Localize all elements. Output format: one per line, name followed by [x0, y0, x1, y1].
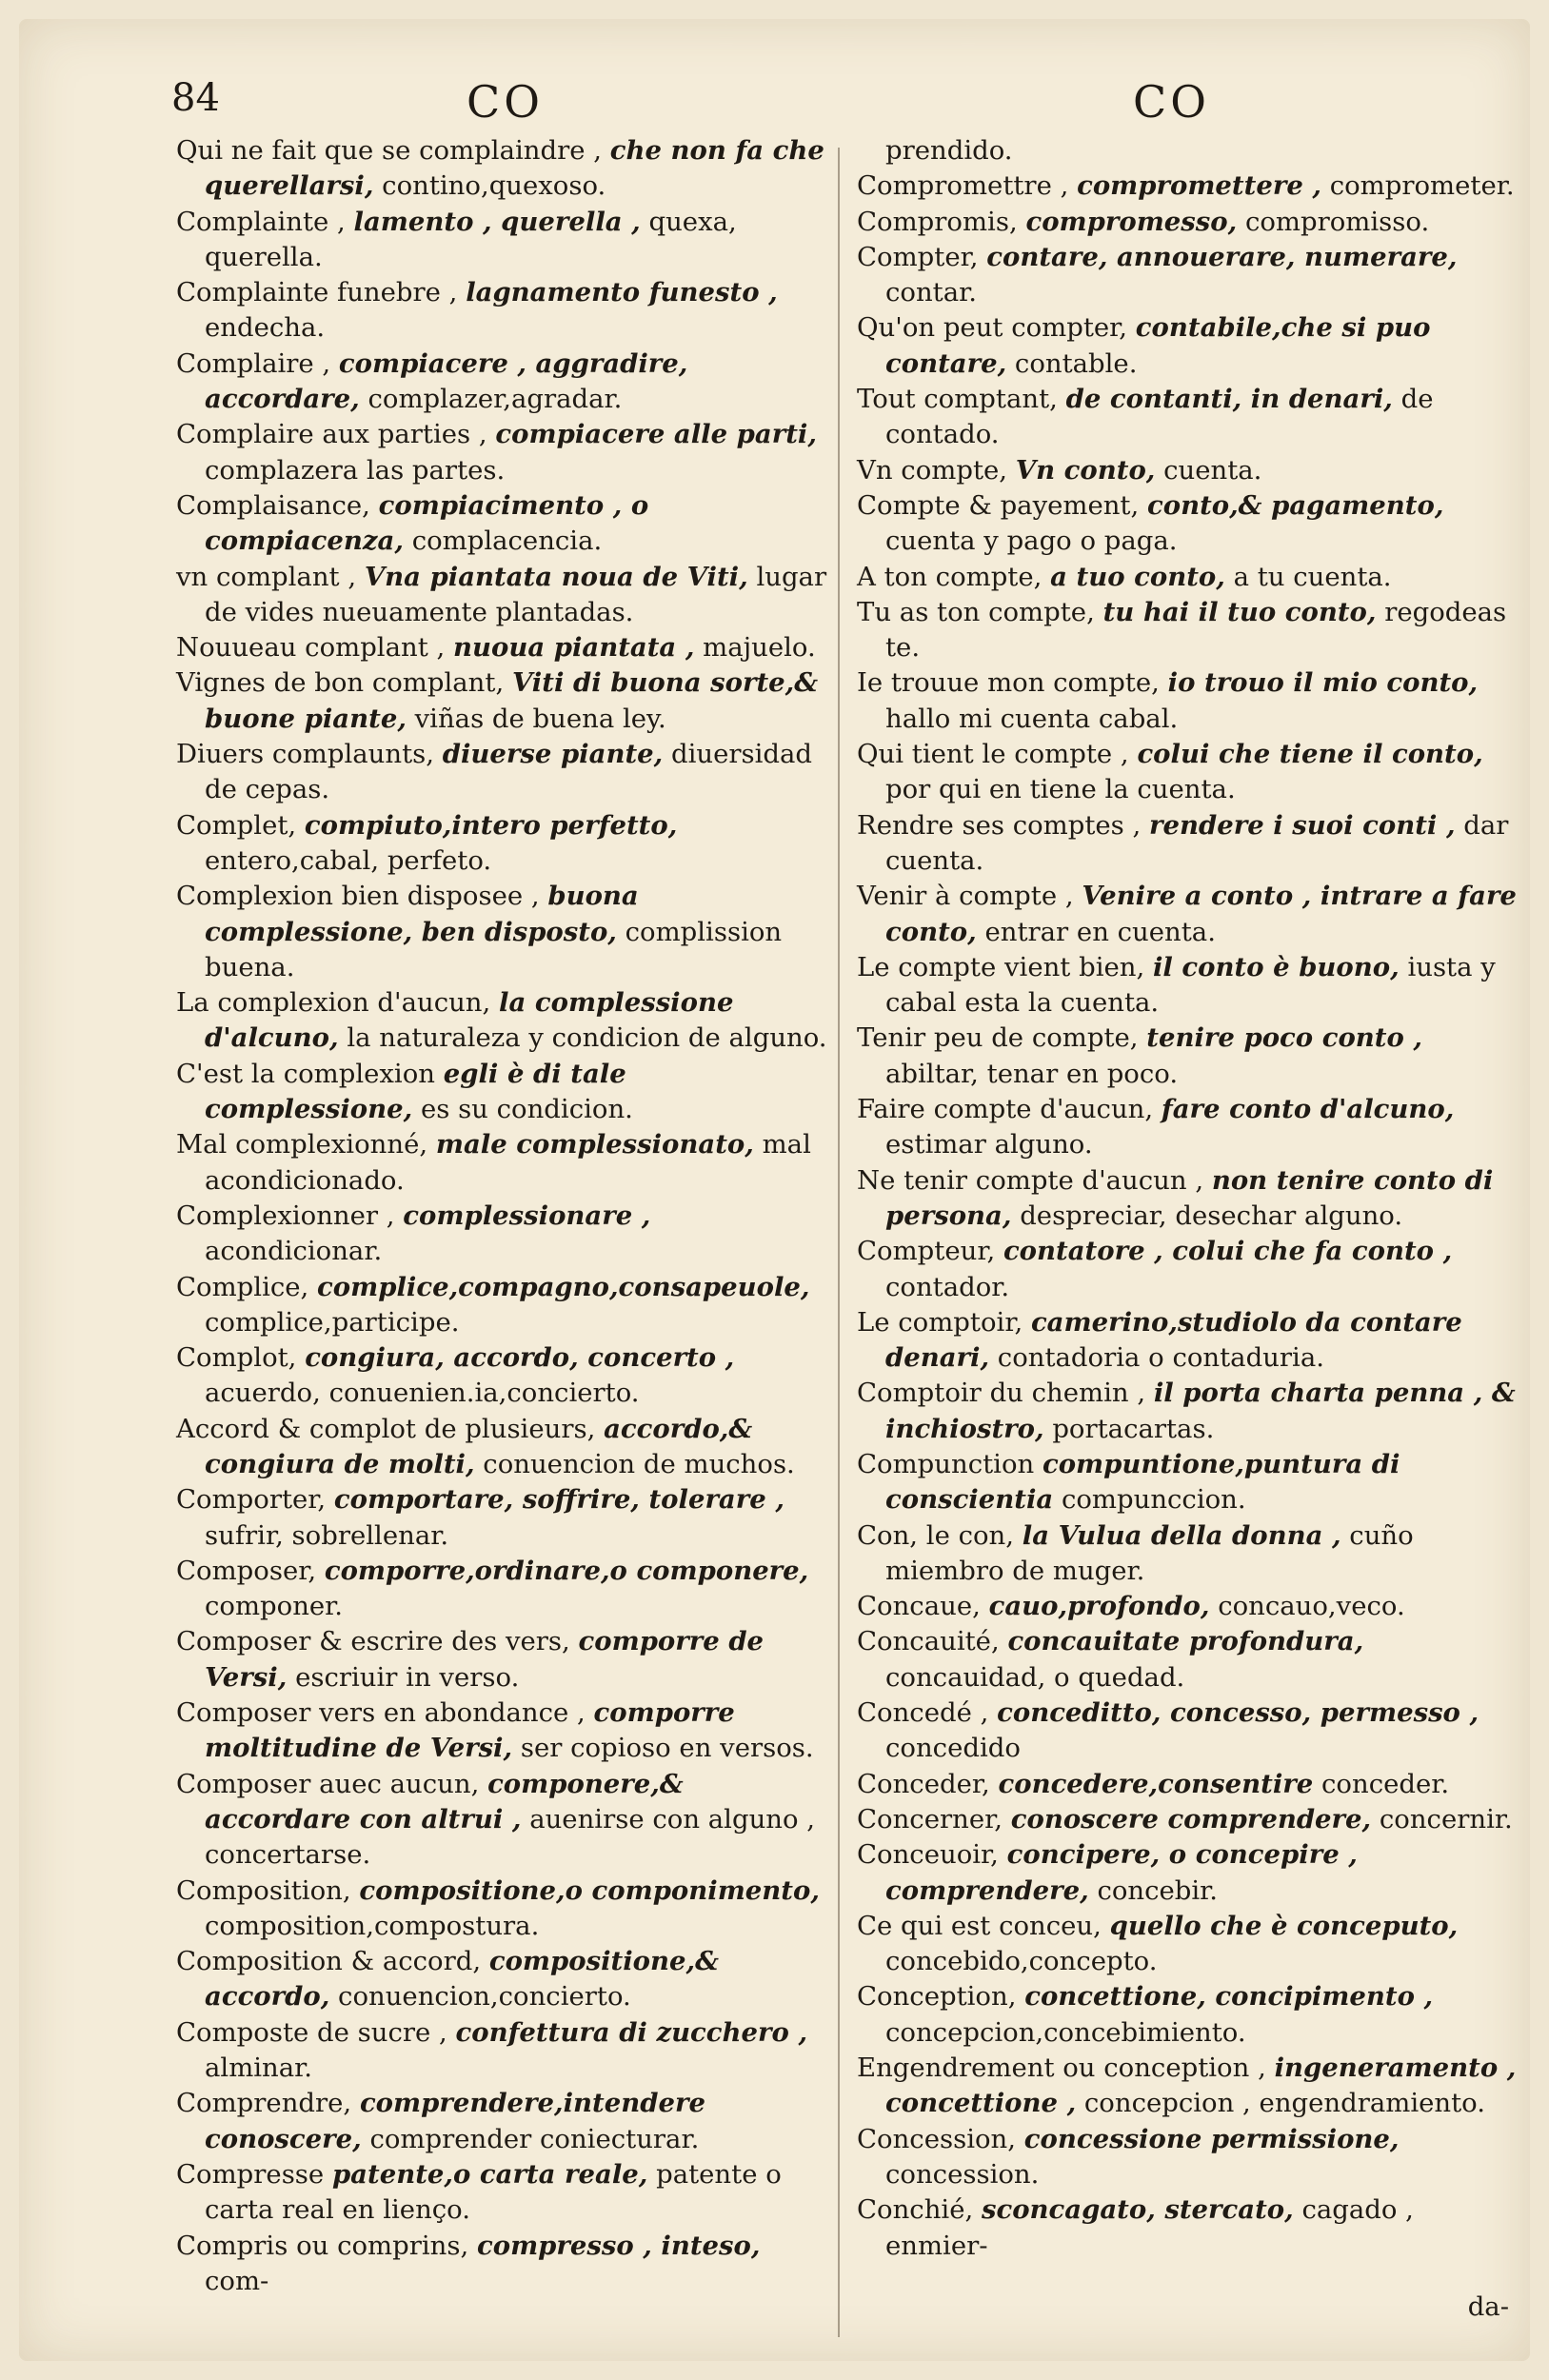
french-headword: Composer vers en abondance ,	[176, 1697, 586, 1729]
page-number: 84	[171, 76, 220, 120]
italian-translation: compiacere alle parti,	[495, 419, 817, 450]
right-column	[857, 133, 1519, 2351]
spanish-translation: portacartas.	[1052, 1413, 1215, 1444]
dictionary-entry	[176, 1340, 828, 1412]
spanish-translation: complission buena.	[205, 916, 783, 982]
spanish-translation: majuelo.	[703, 632, 816, 664]
french-headword: Complice,	[176, 1271, 309, 1302]
spanish-translation: endecha.	[205, 312, 326, 344]
dictionary-entry	[176, 347, 828, 418]
italian-translation: Venire a conto , intrare a fare conto,	[885, 881, 1517, 947]
italian-translation: lamento , querella ,	[353, 206, 641, 237]
french-headword: Tenir peu de compte,	[857, 1022, 1139, 1054]
italian-translation: conto,& pagamento,	[1146, 489, 1444, 521]
italian-translation: diuerse piante,	[442, 739, 664, 770]
french-headword: Engendrement ou conception ,	[857, 2053, 1266, 2084]
french-headword: Nouueau complant ,	[176, 632, 446, 664]
spanish-translation: escriuir in verso.	[295, 1661, 520, 1693]
french-headword: Concedé ,	[857, 1697, 989, 1729]
italian-translation: compromettere ,	[1077, 170, 1321, 202]
spanish-translation: cagado , enmier-	[885, 2194, 1414, 2261]
french-headword: Comporter,	[176, 1484, 327, 1516]
italian-translation: compresso , inteso,	[476, 2230, 761, 2261]
italian-translation: nuoua piantata ,	[453, 632, 695, 664]
italian-translation: conceditto, concesso, permesso ,	[997, 1697, 1479, 1729]
italian-translation: patente,o carta reale,	[331, 2158, 648, 2190]
french-headword: Le compte vient bien,	[857, 951, 1145, 982]
running-head-right: CO	[1133, 76, 1210, 128]
spanish-translation: comprender coniecturar.	[369, 2123, 700, 2154]
spanish-translation: complazer,agradar.	[367, 384, 623, 415]
italian-translation: componere,& accordare con altrui ,	[205, 1768, 684, 1835]
spanish-translation: a tu cuenta.	[1233, 561, 1392, 592]
italian-translation: il conto è buono,	[1152, 951, 1400, 982]
spanish-translation: compromisso.	[1244, 206, 1430, 237]
french-headword: Conceder,	[857, 1768, 990, 1799]
french-headword: Compresse	[176, 2158, 325, 2190]
spanish-translation: concebido,concepto.	[885, 1946, 1158, 1977]
spanish-translation: composition,compostura.	[205, 1910, 540, 1941]
dictionary-entry	[176, 1624, 828, 1696]
french-headword: Composition & accord,	[176, 1946, 482, 1977]
italian-translation: complice,compagno,consapeuole,	[317, 1271, 810, 1302]
french-headword: Conception,	[857, 1981, 1017, 2013]
spanish-translation: concepcion , engendramiento.	[1083, 2088, 1485, 2119]
dictionary-entry	[176, 665, 828, 737]
italian-translation: tenire poco conto ,	[1146, 1022, 1422, 1054]
french-headword: Con, le con,	[857, 1519, 1015, 1551]
french-headword: Vn compte,	[857, 454, 1008, 486]
spanish-translation: conuencion,concierto.	[338, 1981, 631, 2013]
italian-translation: tu hai il tuo conto,	[1102, 596, 1377, 627]
spanish-translation: componer.	[205, 1591, 344, 1622]
dictionary-entry	[857, 1802, 1519, 1837]
spanish-translation: por qui en tiene la cuenta.	[885, 774, 1236, 805]
french-headword: Tu as ton compte,	[857, 596, 1095, 627]
dictionary-entry	[176, 205, 828, 276]
spanish-translation: alminar.	[205, 2053, 313, 2084]
french-headword: La complexion d'aucun,	[176, 987, 491, 1019]
spanish-translation: diuersidad de cepas.	[205, 739, 813, 805]
dictionary-entry	[857, 1163, 1519, 1235]
spanish-translation: conceder.	[1321, 1768, 1450, 1799]
spanish-translation: mal acondicionado.	[205, 1129, 811, 1196]
dictionary-entry	[857, 665, 1519, 737]
dictionary-entry	[857, 1021, 1519, 1092]
french-headword: Rendre ses comptes ,	[857, 809, 1142, 841]
dictionary-entry	[176, 275, 828, 347]
french-headword: Ce qui est conceu,	[857, 1910, 1102, 1941]
spanish-translation: contino,quexoso.	[382, 170, 606, 202]
dictionary-entry	[857, 1518, 1519, 1590]
dictionary-entry	[176, 808, 828, 880]
italian-translation: camerino,studiolo da contare denari,	[885, 1306, 1462, 1374]
spanish-translation: es su condicion.	[420, 1094, 633, 1125]
french-headword: Qu'on peut compter,	[857, 312, 1128, 344]
dictionary-entry	[857, 310, 1519, 382]
dictionary-entry	[857, 133, 1519, 169]
french-headword: Composition,	[176, 1874, 351, 1906]
italian-translation: concauitate profondura,	[1007, 1626, 1364, 1657]
catchword: da-	[1467, 2291, 1509, 2323]
dictionary-entry	[857, 595, 1519, 666]
french-headword: Compunction	[857, 1448, 1035, 1479]
dictionary-page	[19, 19, 1530, 2361]
french-headword: Mal complexionné,	[176, 1129, 428, 1160]
french-headword: Compteur,	[857, 1236, 996, 1267]
spanish-translation: acuerdo, conuenien.ia,concierto.	[205, 1378, 640, 1409]
dictionary-entry	[857, 1305, 1519, 1377]
spanish-translation: cuño miembro de muger.	[885, 1519, 1414, 1586]
dictionary-entry	[176, 737, 828, 808]
french-headword: Tout comptant,	[857, 384, 1058, 415]
dictionary-entry	[857, 488, 1519, 560]
french-headword: Complaire ,	[176, 347, 331, 379]
french-headword: Complexion bien disposee ,	[176, 881, 540, 912]
italian-translation: cauo,profondo,	[988, 1591, 1210, 1622]
french-headword: Faire compte d'aucun,	[857, 1094, 1154, 1125]
italian-translation: contatore , colui che fa conto ,	[1003, 1236, 1453, 1267]
french-headword: Complainte funebre ,	[176, 277, 458, 308]
italian-translation: sconcagato, stercato,	[981, 2194, 1294, 2226]
dictionary-entry	[176, 2086, 828, 2157]
spanish-translation: contadoria o contaduria.	[997, 1342, 1324, 1374]
spanish-translation: la naturaleza y condicion de alguno.	[347, 1022, 827, 1054]
italian-translation: compiuto,intero perfetto,	[304, 809, 678, 841]
italian-translation: compuntione,puntura di conscientia	[885, 1448, 1400, 1516]
italian-translation: contare, annouerare, numerare,	[986, 241, 1458, 272]
spanish-translation: contar.	[885, 277, 977, 308]
italian-translation: congiura, accordo, concerto ,	[305, 1342, 735, 1374]
french-headword: Compte & payement,	[857, 489, 1140, 521]
spanish-translation: hallo mi cuenta cabal.	[885, 703, 1179, 734]
french-headword: Concauité,	[857, 1626, 1000, 1657]
italian-translation: confettura di zucchero ,	[455, 2016, 808, 2048]
spanish-translation: dar cuenta.	[885, 809, 1509, 876]
italian-translation: complessionare ,	[403, 1200, 651, 1231]
dictionary-entry	[857, 1447, 1519, 1518]
italian-translation: compiacere , aggradire, accordare,	[205, 347, 688, 415]
italian-translation: il porta charta penna , & inchiostro,	[885, 1378, 1516, 1444]
italian-translation: Vn conto,	[1015, 454, 1156, 486]
french-headword: Composer & escrire des vers,	[176, 1626, 570, 1657]
italian-translation: egli è di tale complessione,	[205, 1058, 626, 1125]
italian-translation: contabile,che si puo contare,	[885, 312, 1431, 379]
french-headword: Composer auec aucun,	[176, 1768, 480, 1799]
spanish-translation: com-	[205, 2265, 269, 2296]
spanish-translation: concauo,veco.	[1218, 1591, 1405, 1622]
spanish-translation: acondicionar.	[205, 1236, 383, 1267]
dictionary-entry	[857, 560, 1519, 595]
dictionary-entry	[176, 1874, 828, 1945]
dictionary-entry	[176, 630, 828, 665]
spanish-translation: ser copioso en versos.	[520, 1733, 814, 1764]
dictionary-entry	[857, 737, 1519, 808]
italian-translation: Viti di buona sorte,& buone piante,	[205, 667, 819, 734]
italian-translation: lagnamento funesto ,	[466, 277, 778, 308]
dictionary-entry	[857, 1837, 1519, 1909]
french-headword: A ton compte,	[857, 561, 1043, 592]
dictionary-entry	[176, 1270, 828, 1341]
french-headword: Complainte ,	[176, 206, 346, 237]
french-headword: Comprendre,	[176, 2088, 352, 2119]
dictionary-entry	[176, 1412, 828, 1483]
french-headword: C'est la complexion	[176, 1058, 435, 1089]
italian-translation: compositione,& accordo,	[205, 1946, 719, 2013]
dictionary-entry	[857, 1696, 1519, 1767]
italian-translation: Vna piantata noua de Viti,	[364, 561, 748, 592]
french-headword: Comptoir du chemin ,	[857, 1378, 1146, 1409]
spanish-translation: de contado.	[885, 384, 1434, 450]
italian-translation: compiacimento , o compiacenza,	[205, 489, 649, 557]
left-column	[176, 133, 828, 2299]
italian-translation: conoscere comprendere,	[1010, 1803, 1372, 1835]
spanish-translation: concepcion,concebimiento.	[885, 2016, 1246, 2048]
spanish-translation: compunccion.	[1061, 1484, 1246, 1516]
dictionary-entry	[857, 1624, 1519, 1696]
spanish-translation: quexa, querella.	[205, 206, 737, 272]
dictionary-entry	[176, 1127, 828, 1199]
italian-translation: male complessionato,	[435, 1129, 754, 1160]
dictionary-entry	[176, 560, 828, 631]
spanish-translation: entero,cabal, perfeto.	[205, 844, 492, 876]
spanish-translation: despreciar, desechar alguno.	[1020, 1200, 1403, 1231]
french-headword: Vignes de bon complant,	[176, 667, 505, 699]
spanish-translation: patente o carta real en lienço.	[205, 2158, 782, 2226]
dictionary-entry	[857, 1979, 1519, 2051]
italian-translation: rendere i suoi conti ,	[1149, 809, 1456, 841]
spanish-translation: concebir.	[1097, 1874, 1219, 1906]
french-headword: Complaisance,	[176, 489, 370, 521]
dictionary-entry	[857, 169, 1519, 204]
spanish-translation: estimar alguno.	[885, 1129, 1093, 1160]
french-headword: Le comptoir,	[857, 1306, 1023, 1338]
italian-translation: compromesso,	[1025, 206, 1238, 237]
spanish-translation: complacencia.	[411, 526, 603, 557]
dictionary-entry	[857, 808, 1519, 880]
italian-translation: concettione, concipimento ,	[1024, 1981, 1434, 2013]
italian-translation: accordo,& congiura de molti,	[205, 1413, 753, 1479]
italian-translation: comporre moltitudine de Versi,	[205, 1697, 735, 1764]
dictionary-entry	[176, 1944, 828, 2015]
dictionary-entry	[176, 985, 828, 1057]
dictionary-entry	[857, 1909, 1519, 1980]
spanish-translation: contador.	[885, 1271, 1010, 1302]
spanish-translation: complice,participe.	[205, 1306, 460, 1338]
french-headword: Qui ne fait que se complaindre ,	[176, 135, 602, 166]
italian-translation: quello che è conceputo,	[1109, 1910, 1459, 1941]
french-headword: Composer,	[176, 1555, 317, 1586]
spanish-translation: iusta y cabal esta la cuenta.	[885, 951, 1496, 1019]
italian-translation: comporre,ordinare,o componere,	[324, 1555, 809, 1586]
dictionary-entry	[857, 382, 1519, 453]
dictionary-entry	[857, 240, 1519, 311]
dictionary-entry	[857, 205, 1519, 240]
french-headword: vn complant ,	[176, 561, 357, 592]
italian-translation: fare conto d'alcuno,	[1161, 1094, 1455, 1125]
dictionary-entry	[176, 1482, 828, 1554]
italian-translation: buona complessione, ben disposto,	[205, 881, 639, 947]
dictionary-entry	[857, 1589, 1519, 1624]
dictionary-entry	[857, 453, 1519, 488]
french-headword: Concerner,	[857, 1803, 1003, 1835]
french-headword: Accord & complot de plusieurs,	[176, 1413, 596, 1444]
italian-translation: la Vulua della donna ,	[1022, 1519, 1341, 1551]
french-headword: Complexionner ,	[176, 1200, 395, 1231]
french-headword: Conceuoir,	[857, 1839, 999, 1871]
french-headword: Complaire aux parties ,	[176, 419, 487, 450]
spanish-translation: cuenta.	[1163, 454, 1262, 486]
spanish-translation: complazera las partes.	[205, 454, 506, 486]
french-headword: Compromettre ,	[857, 170, 1069, 202]
italian-translation: comporre de Versi,	[205, 1626, 765, 1693]
dictionary-entry	[176, 2229, 828, 2300]
spanish-translation: auenirse con alguno , concertarse.	[205, 1803, 816, 1871]
french-headword: Composte de sucre ,	[176, 2016, 447, 2048]
italian-translation: concedere,consentire	[998, 1768, 1314, 1799]
italian-translation: concipere, o concepire , comprendere,	[885, 1839, 1358, 1906]
column-divider	[838, 148, 840, 2337]
dictionary-entry	[176, 488, 828, 560]
italian-translation: concessione permissione,	[1023, 2123, 1400, 2154]
italian-translation: non tenire conto di persona,	[885, 1164, 1494, 1231]
spanish-translation: cuenta y pago o paga.	[885, 526, 1178, 557]
spanish-translation: abiltar, tenar en poco.	[885, 1058, 1179, 1089]
spanish-translation: prendido.	[885, 135, 1013, 166]
dictionary-entry	[857, 950, 1519, 1021]
spanish-translation: conuencion de muchos.	[483, 1448, 795, 1479]
italian-translation: colui che tiene il conto,	[1137, 739, 1483, 770]
spanish-translation: entrar en cuenta.	[984, 916, 1216, 947]
french-headword: Compter,	[857, 241, 979, 272]
dictionary-entry	[857, 1376, 1519, 1447]
dictionary-entry	[857, 1234, 1519, 1305]
italian-translation: compositione,o componimento,	[359, 1874, 820, 1906]
italian-translation: ingeneramento , concettione ,	[885, 2053, 1517, 2119]
french-headword: Diuers complaunts,	[176, 739, 434, 770]
dictionary-entry	[857, 1767, 1519, 1802]
french-headword: Concaue,	[857, 1591, 981, 1622]
spanish-translation: concedido	[885, 1733, 1021, 1764]
italian-translation: comprendere,intendere conoscere,	[205, 2088, 705, 2154]
french-headword: Qui tient le compte ,	[857, 739, 1129, 770]
dictionary-entry	[176, 1696, 828, 1767]
french-headword: Complet,	[176, 809, 297, 841]
spanish-translation: concernir.	[1379, 1803, 1513, 1835]
italian-translation: la complessione d'alcuno,	[205, 987, 734, 1054]
dictionary-entry	[176, 2157, 828, 2229]
dictionary-entry	[176, 417, 828, 488]
dictionary-entry	[857, 1092, 1519, 1163]
dictionary-entry	[176, 1767, 828, 1874]
spanish-translation: comprometer.	[1329, 170, 1515, 202]
dictionary-entry	[176, 2015, 828, 2087]
dictionary-entry	[857, 2192, 1519, 2264]
spanish-translation: contable.	[1014, 347, 1138, 379]
french-headword: Venir à compte ,	[857, 881, 1074, 912]
french-headword: Compromis,	[857, 206, 1018, 237]
french-headword: Ne tenir compte d'aucun ,	[857, 1164, 1204, 1196]
dictionary-entry	[176, 1554, 828, 1625]
italian-translation: a tuo conto,	[1050, 561, 1225, 592]
french-headword: Ie trouue mon compte,	[857, 667, 1160, 699]
spanish-translation: lugar de vides nueuamente plantadas.	[205, 561, 827, 627]
spanish-translation: sufrir, sobrellenar.	[205, 1519, 449, 1551]
italian-translation: comportare, soffrire, tolerare ,	[333, 1484, 784, 1516]
spanish-translation: concauidad, o quedad.	[885, 1661, 1185, 1693]
running-head-left: CO	[467, 76, 544, 128]
dictionary-entry	[857, 2051, 1519, 2122]
french-headword: Complot,	[176, 1342, 297, 1374]
dictionary-entry	[176, 1057, 828, 1128]
dictionary-entry	[857, 879, 1519, 950]
spanish-translation: regodeas te.	[885, 596, 1507, 664]
dictionary-entry	[857, 2122, 1519, 2193]
french-headword: Conchié,	[857, 2194, 974, 2226]
french-headword: Concession,	[857, 2123, 1017, 2154]
spanish-translation: concession.	[885, 2158, 1040, 2190]
dictionary-entry	[176, 879, 828, 985]
italian-translation: de contanti, in denari,	[1065, 384, 1393, 415]
italian-translation: che non fa che querellarsi,	[205, 135, 824, 202]
dictionary-entry	[176, 133, 828, 205]
dictionary-entry	[176, 1199, 828, 1270]
spanish-translation: viñas de buena ley.	[414, 703, 666, 734]
french-headword: Compris ou comprins,	[176, 2230, 469, 2261]
italian-translation: io trouo il mio conto,	[1167, 667, 1479, 699]
